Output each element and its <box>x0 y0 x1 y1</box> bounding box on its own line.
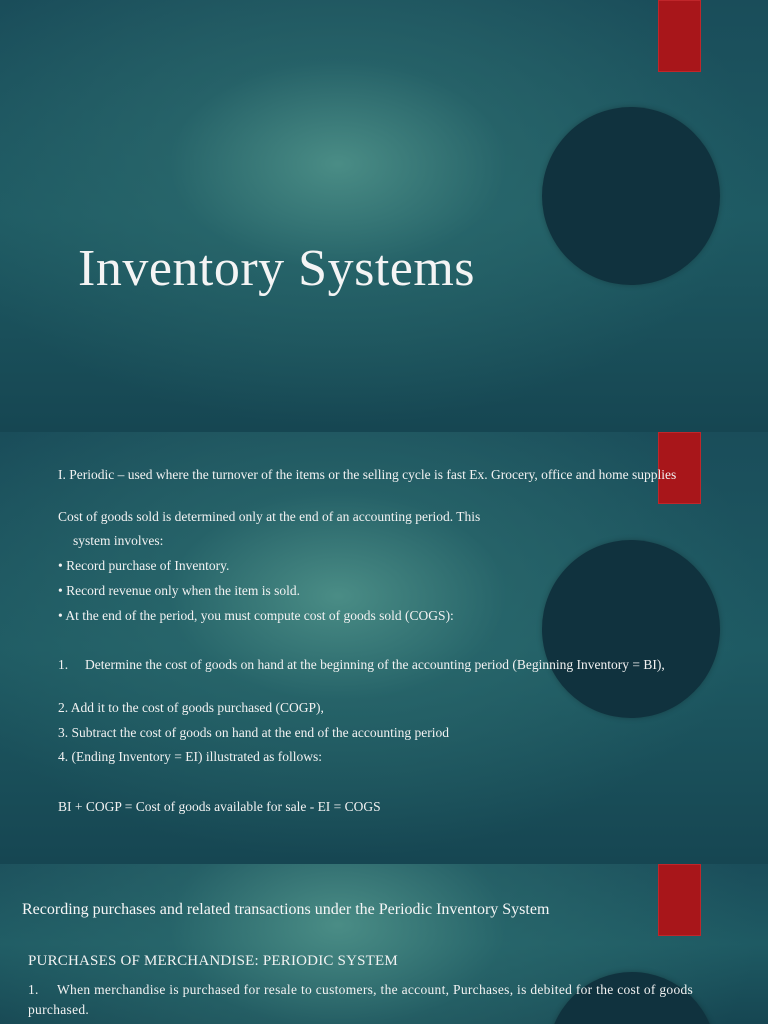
numbered-item <box>28 980 734 1020</box>
item-text: When merchandise is purchased for resale to customers, the account, Purchases, is debited for the cost of goods purchased. <box>28 982 694 1017</box>
step-item: 4. (Ending Inventory = EI) illustrated as follows: <box>58 749 323 764</box>
red-accent-tab <box>658 864 701 936</box>
intro-text: I. Periodic – used where the turnover of the items or the selling cycle is fast Ex. Grocery, office and home supplies <box>58 467 677 482</box>
dark-circle-decoration <box>542 540 720 718</box>
item-number: 1. <box>28 982 39 997</box>
slide-periodic-system <box>0 432 768 864</box>
slide-subheading: PURCHASES OF MERCHANDISE: PERIODIC SYSTEM <box>28 953 398 969</box>
step-item: 3. Subtract the cost of goods on hand at the end of the accounting period <box>58 725 450 740</box>
slide-heading: Recording purchases and related transactions under the Periodic Inventory System <box>22 901 550 918</box>
step-item: 1. Determine the cost of goods on hand at the beginning of the accounting period (Beginning Inventory = BI), <box>58 657 665 672</box>
dark-circle-decoration <box>542 107 720 285</box>
step-item: 2. Add it to the cost of goods purchased (COGP), <box>58 700 324 715</box>
bullet-item: • Record purchase of Inventory. <box>58 558 230 573</box>
bullet-item: • At the end of the period, you must compute cost of goods sold (COGS): <box>58 608 454 623</box>
formula-text: BI + COGP = Cost of goods available for sale - EI = COGS <box>58 799 381 814</box>
slide-recording-purchases <box>0 864 768 1024</box>
involves-line: system involves: <box>73 533 164 548</box>
slide-title <box>0 0 768 432</box>
slide-title-text: Inventory Systems <box>78 240 476 297</box>
red-accent-tab <box>658 0 701 72</box>
bullet-item: • Record revenue only when the item is sold. <box>58 583 301 598</box>
cost-line: Cost of goods sold is determined only at the end of an accounting period. This <box>58 509 481 524</box>
